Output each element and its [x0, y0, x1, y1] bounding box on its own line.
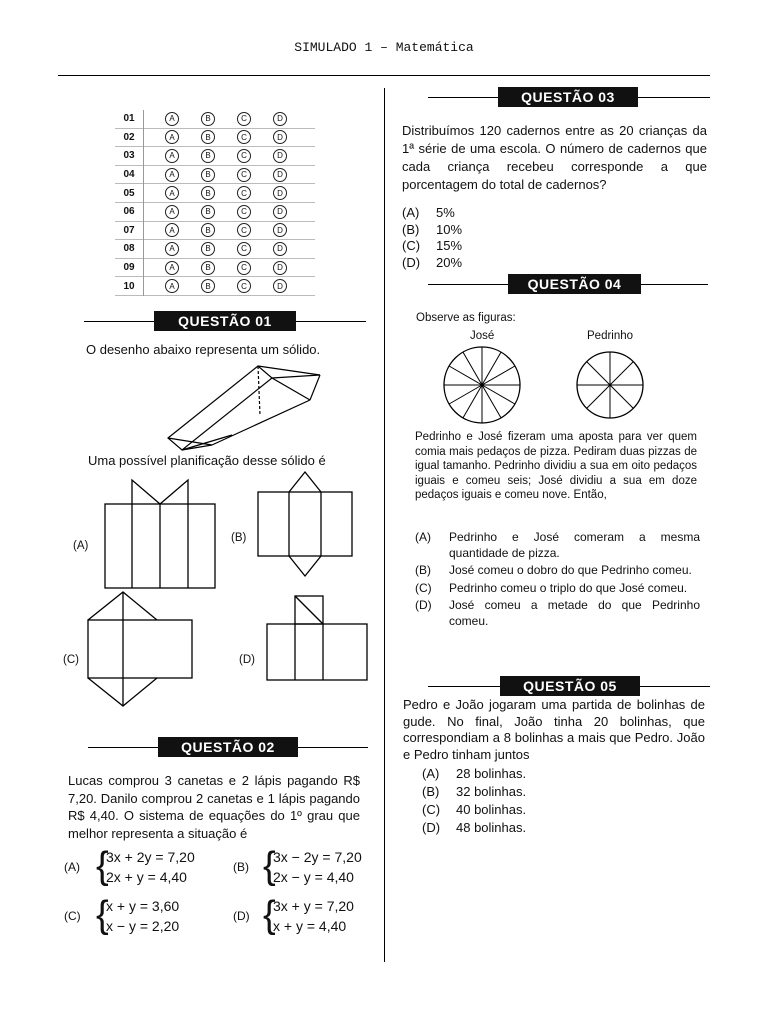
- answer-grid-row-number: 02: [123, 131, 135, 143]
- q05-option-text: 28 bolinhas.: [456, 766, 527, 781]
- answer-bubble-a[interactable]: A: [165, 223, 179, 237]
- q04-option-c[interactable]: [415, 581, 700, 597]
- q02-option-a-eq1: 3x + 2y = 7,20: [106, 849, 195, 865]
- answer-bubble-d[interactable]: D: [273, 205, 287, 219]
- q02-option-d-system: [273, 896, 354, 936]
- answer-grid-row: [115, 129, 315, 148]
- q01-option-d-label[interactable]: (D): [239, 654, 255, 666]
- answer-bubble-a[interactable]: A: [165, 186, 179, 200]
- q04-option-label: (A): [415, 530, 431, 544]
- answer-bubble-d[interactable]: D: [273, 186, 287, 200]
- q04-options: [415, 530, 700, 631]
- q05-option-a[interactable]: [422, 765, 622, 783]
- q05-option-text: 48 bolinhas.: [456, 820, 527, 835]
- q04-option-text: Pedrinho e José comeram a mesma quantidade de pizza.: [449, 530, 700, 560]
- answer-grid-row-number: 09: [123, 262, 135, 274]
- q03-option-d[interactable]: [402, 255, 522, 272]
- q04-title: QUESTÃO 04: [508, 274, 641, 294]
- answer-bubble-d[interactable]: D: [273, 279, 287, 293]
- q02-title: QUESTÃO 02: [158, 737, 298, 757]
- answer-bubble-c[interactable]: C: [237, 149, 251, 163]
- answer-grid-row: [115, 222, 315, 241]
- answer-grid-row-number: 10: [123, 280, 135, 292]
- fig-label-jose: José: [470, 330, 495, 342]
- answer-bubble-d[interactable]: D: [273, 112, 287, 126]
- page-title: SIMULADO 1 – Matemática: [294, 40, 474, 55]
- answer-grid-row: [115, 277, 315, 296]
- q02-option-c-label[interactable]: (C): [64, 909, 81, 923]
- answer-grid-row: [115, 147, 315, 166]
- fig-label-pedrinho: Pedrinho: [587, 330, 634, 342]
- answer-bubble-c[interactable]: C: [237, 112, 251, 126]
- answer-grid-row: [115, 110, 315, 129]
- answer-bubble-c[interactable]: C: [237, 223, 251, 237]
- q02-text: Lucas comprou 3 canetas e 2 lápis pagando R$ 7,20. Danilo comprou 2 canetas e 1 lápis pagando R$ 4,40. O sistema de equações do 1º grau que melhor representa a situação é: [68, 773, 360, 841]
- q03-text: Distribuímos 120 cadernos entre as 20 crianças da 1ª série de uma escola. O número de cadernos que cada criança recebeu corresponde a que porcentagem do total de cadernos?: [402, 123, 707, 192]
- q03-option-a[interactable]: [402, 205, 522, 222]
- answer-grid-row: [115, 203, 315, 222]
- prism-figure: [160, 360, 330, 460]
- q03-option-label: (D): [402, 254, 421, 270]
- q05-header: [428, 676, 710, 696]
- q02-option-c-system: [106, 896, 179, 936]
- q04-intro: Observe as figuras:: [416, 312, 516, 324]
- q04-option-label: (C): [415, 580, 432, 595]
- answer-bubble-a[interactable]: A: [165, 130, 179, 144]
- pizza-jose-figure: [443, 346, 523, 426]
- answer-grid-row-number: 01: [123, 113, 135, 125]
- answer-grid-row-number: 08: [123, 243, 135, 255]
- q03-option-label: (A): [402, 205, 420, 220]
- answer-grid: [115, 110, 315, 296]
- q04-option-label: (D): [415, 598, 432, 612]
- answer-bubble-c[interactable]: C: [237, 279, 251, 293]
- answer-bubble-b[interactable]: B: [201, 279, 215, 293]
- answer-grid-row-number: 04: [123, 169, 135, 181]
- q02-option-a-brace: {: [96, 845, 109, 887]
- answer-bubble-d[interactable]: D: [273, 261, 287, 275]
- q03-option-label: (C): [402, 238, 421, 253]
- answer-bubble-c[interactable]: C: [237, 168, 251, 182]
- q03-options: [402, 205, 522, 271]
- q02-option-b-eq1: 3x − 2y = 7,20: [273, 849, 362, 865]
- q03-option-b[interactable]: [402, 222, 522, 239]
- q03-option-text: 15%: [436, 238, 463, 253]
- answer-bubble-a[interactable]: A: [165, 168, 179, 182]
- answer-grid-row: [115, 259, 315, 278]
- q04-option-d[interactable]: [415, 598, 700, 629]
- q04-option-a[interactable]: [415, 530, 700, 561]
- q01-option-b-label[interactable]: (B): [231, 532, 247, 544]
- answer-grid-row-number: 05: [123, 187, 135, 199]
- net-d-figure: [265, 594, 370, 684]
- net-a-figure: [100, 478, 220, 598]
- pizza-slice-line: [610, 385, 633, 408]
- q05-title: QUESTÃO 05: [500, 676, 640, 696]
- q03-header: [428, 87, 710, 107]
- q04-option-text: José comeu a metade do que Pedrinho comeu.: [449, 598, 700, 628]
- answer-bubble-a[interactable]: A: [165, 112, 179, 126]
- answer-bubble-b[interactable]: B: [201, 186, 215, 200]
- q05-option-label: (A): [422, 766, 440, 781]
- q02-option-a-label[interactable]: (A): [64, 860, 80, 874]
- answer-bubble-c[interactable]: C: [237, 130, 251, 144]
- answer-bubble-a[interactable]: A: [165, 261, 179, 275]
- q03-title: QUESTÃO 03: [498, 87, 638, 107]
- answer-bubble-b[interactable]: B: [201, 130, 215, 144]
- q02-option-c-eq2: x − y = 2,20: [106, 918, 180, 934]
- q03-option-text: 10%: [436, 221, 463, 237]
- q03-option-c[interactable]: [402, 238, 522, 255]
- q05-option-c[interactable]: [422, 801, 622, 819]
- pizza-slice-line: [587, 362, 610, 385]
- answer-bubble-d[interactable]: D: [273, 149, 287, 163]
- q05-option-b[interactable]: [422, 783, 622, 801]
- q05-text: Pedro e João jogaram uma partida de bolinhas de gude. No final, João tinha 20 bolinhas, que correspondiam a 8 bolinhas a mais que Pedro. João e Pedro tinham juntos: [403, 697, 705, 762]
- q02-option-b-brace: {: [263, 845, 276, 887]
- net-c-figure: [85, 590, 195, 710]
- answer-bubble-a[interactable]: A: [165, 279, 179, 293]
- q05-option-label: (D): [422, 820, 441, 835]
- answer-bubble-b[interactable]: B: [201, 112, 215, 126]
- answer-bubble-b[interactable]: B: [201, 261, 215, 275]
- q02-header: [88, 737, 368, 757]
- q02-option-d-brace: {: [263, 894, 276, 936]
- answer-bubble-a[interactable]: A: [165, 205, 179, 219]
- answer-bubble-c[interactable]: C: [237, 242, 251, 256]
- q05-option-label: (C): [422, 802, 441, 817]
- answer-grid-row-number: 03: [123, 150, 135, 162]
- q03-option-text: 20%: [436, 254, 463, 270]
- net-b-figure: [255, 470, 355, 580]
- q04-option-text: José comeu o dobro do que Pedrinho comeu.: [449, 563, 692, 577]
- answer-bubble-c[interactable]: C: [237, 205, 251, 219]
- header-divider: [58, 75, 710, 76]
- pizza-slice-line: [587, 385, 610, 408]
- q05-option-text: 32 bolinhas.: [456, 784, 527, 799]
- answer-bubble-d[interactable]: D: [273, 168, 287, 182]
- pizza-slice-line: [610, 362, 633, 385]
- q03-option-label: (B): [402, 221, 420, 237]
- q04-option-text: Pedrinho comeu o triplo do que José comeu.: [449, 580, 688, 595]
- q03-option-text: 5%: [436, 205, 455, 220]
- pizza-pedrinho-figure: [576, 351, 646, 421]
- answer-bubble-b[interactable]: B: [201, 205, 215, 219]
- answer-bubble-b[interactable]: B: [201, 168, 215, 182]
- q01-option-a-label[interactable]: (A): [73, 540, 89, 552]
- answer-bubble-b[interactable]: B: [201, 242, 215, 256]
- q04-text: Pedrinho e José fizeram uma aposta para ver quem comia mais pedaços de pizza. Pediram duas pizzas de igual tamanho. Pedrinho dividiu a sua em oito pedaços iguais e comeu seis; José dividiu a sua em doze pedaços iguais e comeu nove. Então,: [415, 431, 697, 501]
- answer-grid-row: [115, 166, 315, 185]
- q05-option-d[interactable]: [422, 819, 622, 837]
- q01-prompt: Uma possível planificação desse sólido é: [88, 453, 326, 468]
- q02-option-b-label[interactable]: (B): [233, 860, 249, 874]
- q05-option-text: 40 bolinhas.: [456, 802, 527, 817]
- answer-grid-row-number: 07: [123, 224, 135, 236]
- answer-grid-row-number: 06: [123, 206, 135, 218]
- q02-option-b-eq2: 2x − y = 4,40: [273, 869, 354, 885]
- q02-option-b-system: [273, 847, 362, 887]
- q04-header: [428, 274, 708, 294]
- q05-option-label: (B): [422, 784, 440, 799]
- q04-option-label: (B): [415, 563, 431, 577]
- answer-bubble-c[interactable]: C: [237, 186, 251, 200]
- q05-options: [422, 765, 622, 837]
- q02-option-c-brace: {: [96, 894, 109, 936]
- answer-bubble-d[interactable]: D: [273, 242, 287, 256]
- q01-header: [84, 311, 366, 331]
- answer-bubble-a[interactable]: A: [165, 149, 179, 163]
- q01-text: O desenho abaixo representa um sólido.: [86, 342, 321, 357]
- column-divider: [384, 88, 385, 962]
- answer-bubble-c[interactable]: C: [237, 261, 251, 275]
- answer-bubble-b[interactable]: B: [201, 223, 215, 237]
- q02-option-d-label[interactable]: (D): [233, 909, 250, 923]
- answer-grid-divider: [143, 110, 144, 296]
- q01-option-c-label[interactable]: (C): [63, 654, 79, 666]
- answer-bubble-a[interactable]: A: [165, 242, 179, 256]
- answer-bubble-b[interactable]: B: [201, 149, 215, 163]
- answer-grid-row: [115, 184, 315, 203]
- answer-bubble-d[interactable]: D: [273, 223, 287, 237]
- q02-option-a-system: [106, 847, 195, 887]
- q02-option-a-eq2: 2x + y = 4,40: [106, 869, 187, 885]
- q04-option-b[interactable]: [415, 563, 700, 579]
- q01-title: QUESTÃO 01: [154, 311, 296, 331]
- answer-bubble-d[interactable]: D: [273, 130, 287, 144]
- q02-option-d-eq1: 3x + y = 7,20: [273, 898, 354, 914]
- answer-grid-row: [115, 240, 315, 259]
- q02-option-d-eq2: x + y = 4,40: [273, 918, 347, 934]
- q02-option-c-eq1: x + y = 3,60: [106, 898, 180, 914]
